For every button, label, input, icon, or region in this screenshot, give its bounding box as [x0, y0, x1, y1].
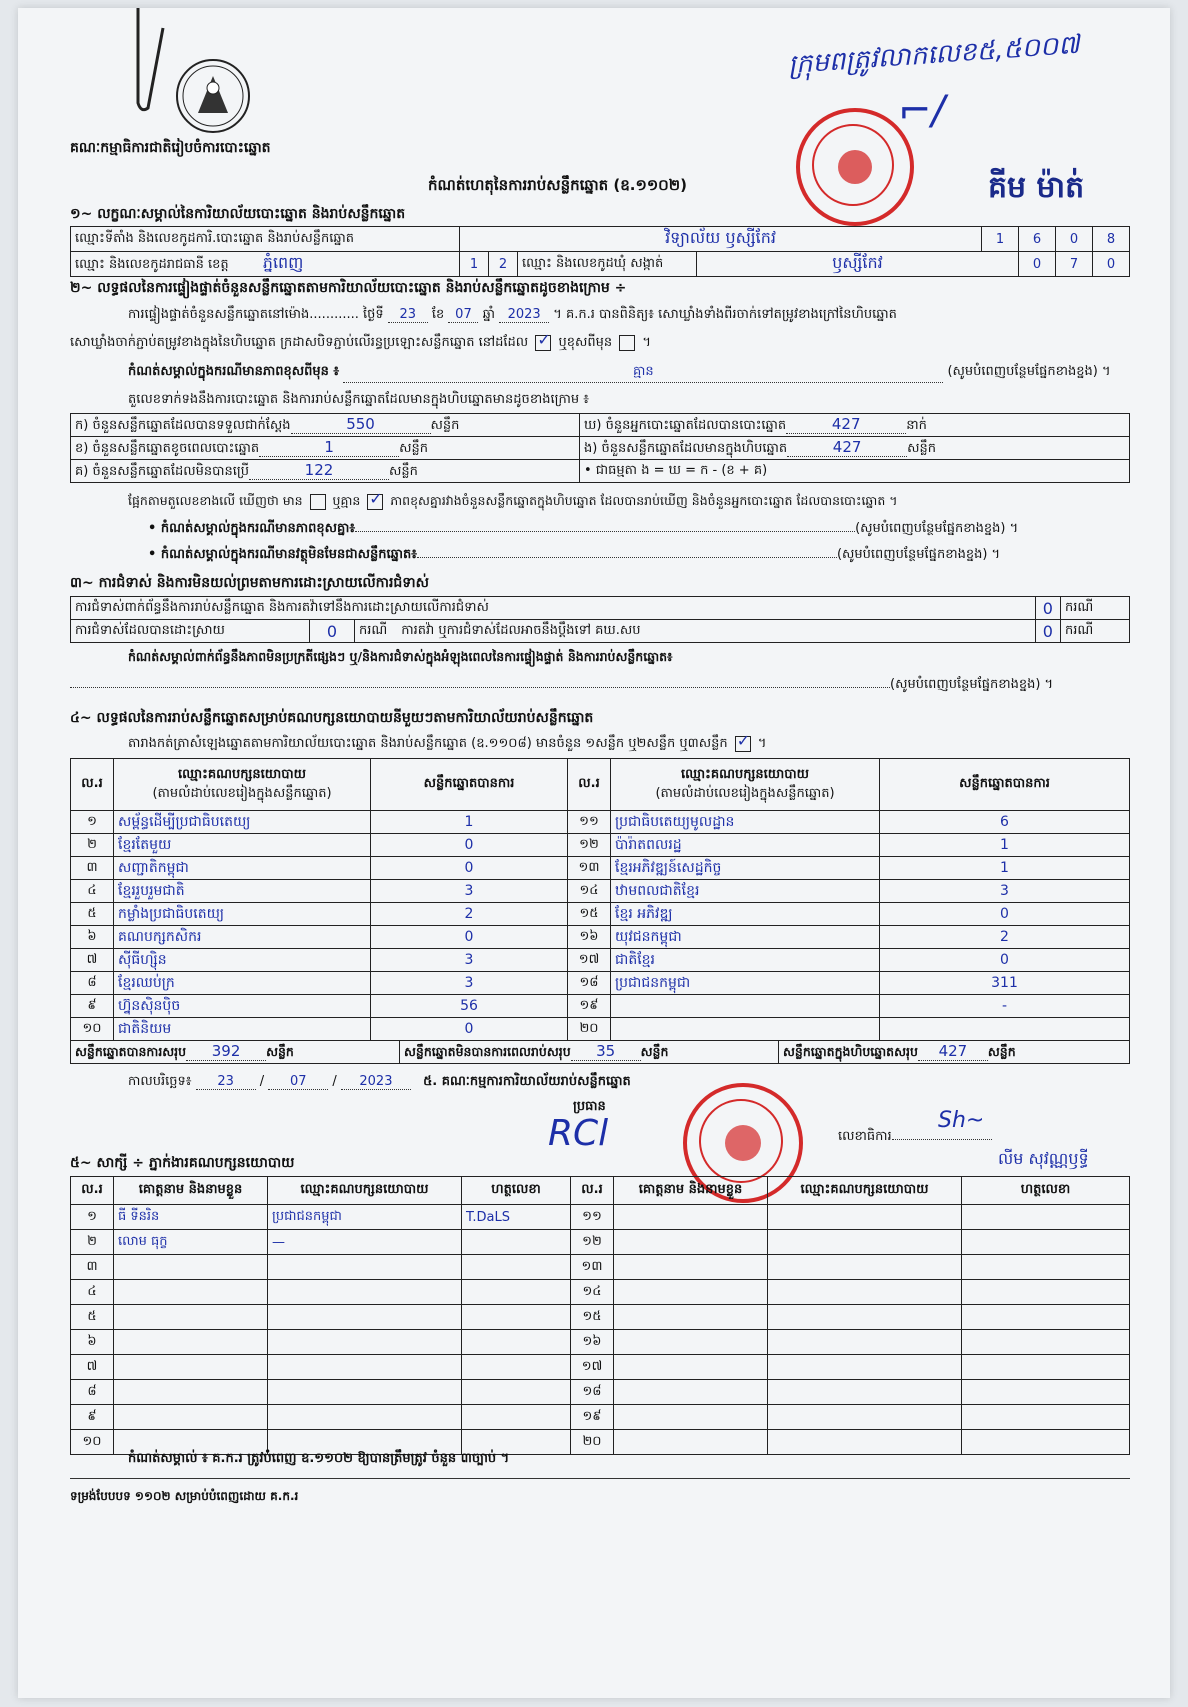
witness-signature — [962, 1255, 1130, 1280]
totals-table: សន្លឹកឆ្នោតបានការសរុប 392 សន្លឹក សន្លឹកឆ្នោតមិនបានការពេលរាប់សរុប 35 សន្លឹក សន្លឹកឆ្នោតក្នុងហិបឆ្នោតសរុប 427 សន្លឹក — [70, 1040, 1130, 1064]
witness-signature — [962, 1280, 1130, 1305]
verify-day: 23 — [388, 307, 428, 323]
witness-signature — [962, 1305, 1130, 1330]
party-votes: 0 — [880, 903, 1130, 926]
total-invalid-value: 35 — [571, 1042, 641, 1061]
party-votes: 3 — [371, 949, 568, 972]
bullet-difference-note: • កំណត់សម្គាល់ក្នុងករណីមានភាពខុសគ្នា៖ (សូមបំពេញបន្ថែមផ្នែកខាងខ្នង) ។ — [148, 521, 1019, 536]
party-no: ៧ — [71, 949, 114, 972]
footnote: កំណត់សម្គាល់ ៖ គ.ក.រ ត្រូវបំពេញ ឧ.១១០២ ឱ្យបានត្រឹមត្រូវ ចំនួន ៣ច្បាប់ ។ — [128, 1451, 510, 1466]
party-votes — [880, 1018, 1130, 1041]
col-party-header: ឈ្មោះគណបក្សនយោបាយ (តាមលំដាប់លេខរៀងក្នុងសន្លឹកឆ្នោត) — [611, 759, 880, 811]
witness-name — [114, 1405, 268, 1430]
table-row — [71, 903, 1130, 926]
station-code-digit: 6 — [1019, 227, 1056, 252]
table-row — [71, 1205, 1130, 1230]
party-votes: 0 — [880, 949, 1130, 972]
witness-name — [614, 1255, 768, 1280]
total-valid-value: 392 — [186, 1042, 266, 1061]
witness-party — [768, 1330, 962, 1355]
org-name: គណៈកម្មាធិការជាតិរៀបចំការបោះឆ្នោត — [70, 140, 271, 156]
witness-no: ១១ — [571, 1205, 614, 1230]
date-month: 07 — [268, 1074, 328, 1090]
witness-name — [614, 1330, 768, 1355]
figures-row: ក) ចំនួនសន្លឹកឆ្នោតដែលបានទទួលជាក់ស្តែង 550 សន្លឹក ឃ) ចំនួនអ្នកបោះឆ្នោតដែលបានបោះឆ្នោត 427 នាក់ — [71, 414, 1130, 437]
witness-name — [614, 1380, 768, 1405]
table-row — [71, 834, 1130, 857]
witness-no: ១៤ — [571, 1280, 614, 1305]
date-year: 2023 — [341, 1074, 411, 1090]
witness-signature — [462, 1405, 571, 1430]
witness-no: ១៣ — [571, 1255, 614, 1280]
party-votes: 3 — [880, 880, 1130, 903]
witness-name — [614, 1205, 768, 1230]
chair-signature: RCl — [548, 1113, 609, 1154]
section4-heading: ៤~ លទ្ធផលនៃការរាប់សន្លឹកឆ្នោតសម្រាប់គណបក្សនយោបាយនីមួយៗតាមការិយាល័យរាប់សន្លឹកឆ្នោត — [70, 710, 594, 726]
irregularity-note: កំណត់សម្គាល់ពាក់ព័ន្ធនឹងភាពមិនប្រក្រតីផ្សេងៗ ឬ/និងការជំទាស់ក្នុងអំឡុងពេលនៃការផ្ទៀងផ្ទាត់ និងការរាប់សន្លឹកឆ្នោត៖ — [128, 649, 673, 664]
total-box-value: 427 — [918, 1042, 988, 1061]
party-votes: 311 — [880, 972, 1130, 995]
witness-signature — [962, 1205, 1130, 1230]
witness-name — [114, 1305, 268, 1330]
party-name: ប៉ារ៉ាតពលរដ្ឋ — [611, 834, 880, 857]
witness-no: ១ — [71, 1205, 114, 1230]
commune-label: ឈ្មោះ និងលេខកូដឃុំ សង្កាត់ — [518, 252, 697, 277]
district-code-digit: 1 — [460, 252, 489, 277]
col-votes-header: សន្លឹកឆ្នោតបានការ — [371, 759, 568, 811]
party-votes: 3 — [371, 880, 568, 903]
ballots-in-box-value: 427 — [787, 438, 907, 457]
col-party-header: ឈ្មោះគណបក្សនយោបាយ (តាមលំដាប់លេខរៀងក្នុងសន្លឹកឆ្នោត) — [114, 759, 371, 811]
party-votes: 0 — [371, 857, 568, 880]
party-name: ខ្មែរ អភិវឌ្ឍ — [611, 903, 880, 926]
nec-logo — [168, 58, 258, 138]
date-line: កាលបរិច្ឆេទ៖ 23 / 07 / 2023 ៥. គណៈកម្មការការិយាល័យរាប់សន្លឹកឆ្នោត — [128, 1074, 631, 1089]
witness-name: ធី ទីនរិន — [114, 1205, 268, 1230]
col-party-header: ឈ្មោះគណបក្សនយោបាយ — [768, 1177, 962, 1205]
party-name: ប្រជាជនកម្ពុជា — [611, 972, 880, 995]
party-no: ១៨ — [568, 972, 611, 995]
witness-signature — [962, 1355, 1130, 1380]
unit-label: ករណី — [1061, 620, 1130, 643]
difference-note-value: គ្មាន — [343, 363, 943, 383]
footer-divider — [70, 1478, 1130, 1479]
witness-no: ១០ — [71, 1430, 114, 1455]
table-row — [71, 1355, 1130, 1380]
table-row — [71, 1280, 1130, 1305]
section2-heading: ២~ លទ្ធផលនៃការផ្ទៀងផ្ទាត់ចំនួនសន្លឹកឆ្នោតតាមការិយាល័យបោះឆ្នោត និងរាប់សន្លឹកឆ្នោតដូចខាងក្រោម ÷ — [70, 280, 627, 296]
table-row — [71, 1255, 1130, 1280]
chair-signature-top: ⌐/ — [898, 88, 945, 134]
party-votes: 56 — [371, 995, 568, 1018]
table-row — [71, 1330, 1130, 1355]
form-sheet — [18, 8, 1170, 1698]
party-votes: 2 — [880, 926, 1130, 949]
appeal-value: 0 — [1035, 620, 1060, 643]
witness-signature — [962, 1330, 1130, 1355]
witness-signature — [962, 1405, 1130, 1430]
party-name: ខ្មែរអភិវឌ្ឍន៍សេដ្ឋកិច្ច — [611, 857, 880, 880]
party-name: ខ្មែរឈប់ក្រ — [114, 972, 371, 995]
witness-name — [614, 1405, 768, 1430]
table-row — [71, 880, 1130, 903]
witness-no: ៨ — [71, 1380, 114, 1405]
col-sign-header: ហត្ថលេខា — [462, 1177, 571, 1205]
table-row — [71, 857, 1130, 880]
witness-signature — [462, 1280, 571, 1305]
commune-code-digit: 0 — [1093, 252, 1130, 277]
station-label: ឈ្មោះទីតាំង និងលេខកូដការិ.បោះឆ្នោត និងរាប់សន្លឹកឆ្នោត — [71, 227, 460, 252]
irregularity-fill-line: (សូមបំពេញបន្ថែមផ្នែកខាងខ្នង) ។ — [70, 676, 1130, 695]
party-name: ខ្មែរតែមួយ — [114, 834, 371, 857]
party-name: សញ្ជាតិកម្ពុជា — [114, 857, 371, 880]
witness-party — [768, 1230, 962, 1255]
party-votes: 3 — [371, 972, 568, 995]
table-row — [71, 972, 1130, 995]
witness-party — [768, 1205, 962, 1230]
witness-party — [268, 1380, 462, 1405]
party-votes: 2 — [371, 903, 568, 926]
district-label: ឈ្មោះ និងលេខកូដរាជធានី ខេត្ត ភ្នំពេញ — [71, 252, 460, 277]
witness-no: ១៧ — [571, 1355, 614, 1380]
secretary-signature: Sh~ — [938, 1108, 985, 1133]
witness-signature — [462, 1330, 571, 1355]
same-as-before-checkbox[interactable]: ✓ — [537, 329, 551, 349]
party-name — [611, 1018, 880, 1041]
date-day: 23 — [196, 1074, 256, 1090]
party-name: កម្លាំងប្រជាធិបតេយ្យ — [114, 903, 371, 926]
witness-no: ១៩ — [571, 1405, 614, 1430]
table-row — [71, 1380, 1130, 1405]
witness-name — [114, 1330, 268, 1355]
col-votes-header: សន្លឹកឆ្នោតបានការ — [880, 759, 1130, 811]
party-no: ១៦ — [568, 926, 611, 949]
verify-month: 07 — [448, 307, 478, 323]
tally-sheet-line: តារាងកត់ត្រាសំឡេងឆ្នោតតាមការិយាល័យបោះឆ្នោត និងរាប់សន្លឹកឆ្នោត (ឧ.១១០៨) មានចំនួន ១សន្លឹក ឬ២សន្លឹក ឬ៣សន្លឹក ✓ ។ — [128, 730, 767, 751]
party-no: ១៥ — [568, 903, 611, 926]
witness-signature — [462, 1380, 571, 1405]
witness-party — [768, 1380, 962, 1405]
voters-voted-value: 427 — [786, 415, 906, 434]
party-no: ៣ — [71, 857, 114, 880]
witness-no: ២ — [71, 1230, 114, 1255]
ballot-figures-table — [70, 413, 1130, 483]
witness-signature — [962, 1380, 1130, 1405]
witness-no: ៥ — [71, 1305, 114, 1330]
party-name: ខ្មែររួបរួមជាតិ — [114, 880, 371, 903]
figures-intro: តួលេខទាក់ទងនឹងការបោះឆ្នោត និងការរាប់សន្លឹកឆ្នោតដែលមានក្នុងហិបឆ្នោតមានដូចខាងក្រោម ៖ — [128, 392, 589, 407]
secretary-name: លីម សុវណ្ណឫទ្ធី — [998, 1149, 1089, 1168]
col-no-header: ល.រ — [571, 1177, 614, 1205]
handwritten-top-note: ក្រុមពត្រូវលាកលេខ៥,៥០០៧ — [787, 29, 1081, 81]
resolved-unit-and-appeal-label: ករណី ការតវ៉ា ឬការជំទាស់ដែលអាចនឹងប្តឹងទៅ គឃ.សប — [354, 620, 1035, 643]
party-no: ១ — [71, 811, 114, 834]
witness-party — [768, 1255, 962, 1280]
witness-signature — [962, 1230, 1130, 1255]
party-no: ១២ — [568, 834, 611, 857]
witness-party — [768, 1305, 962, 1330]
witness-signature — [462, 1305, 571, 1330]
station-id-table — [70, 226, 1130, 277]
party-no: ១៤ — [568, 880, 611, 903]
figures-row: គ) ចំនួនសន្លឹកឆ្នោតដែលមិនបានប្រើ 122 សន្លឹក • ជាធម្មតា ង = ឃ = ក - (ខ + គ) — [71, 460, 1130, 483]
witness-no: ២០ — [571, 1430, 614, 1455]
verify-year: 2023 — [499, 307, 549, 323]
party-votes: 1 — [880, 834, 1130, 857]
party-name: គណបក្សកសិករ — [114, 926, 371, 949]
witness-name — [114, 1355, 268, 1380]
commune-code-digit: 7 — [1056, 252, 1093, 277]
station-code-digit: 1 — [982, 227, 1019, 252]
difference-note-line: កំណត់សម្គាល់ក្នុងករណីមានភាពខុសពីមុន ៖ គ្មាន (សូមបំពេញបន្ថែមផ្នែកខាងខ្នង) ។ — [128, 363, 1128, 383]
party-name: សម្ព័ន្ធដើម្បីប្រជាធិបតេយ្យ — [114, 811, 371, 834]
witness-party — [268, 1305, 462, 1330]
official-stamp-top — [796, 108, 914, 226]
party-no: ៥ — [71, 903, 114, 926]
col-no-header: ល.រ — [71, 1177, 114, 1205]
secretary-line: លេខាធិការ — [838, 1128, 992, 1147]
formula: • ជាធម្មតា ង = ឃ = ក - (ខ + គ) — [580, 460, 1130, 483]
party-name — [611, 995, 880, 1018]
witness-name — [614, 1355, 768, 1380]
party-no: ១១ — [568, 811, 611, 834]
spoiled-ballots-value: 1 — [259, 438, 399, 457]
table-row — [71, 811, 1130, 834]
witness-party — [768, 1280, 962, 1305]
bullet-object-note: • កំណត់សម្គាល់ក្នុងករណីមានវត្ថុមិនមែនជាសន្លឹកឆ្នោត៖ (សូមបំពេញបន្ថែមផ្នែកខាងខ្នង) ។ — [148, 547, 1001, 562]
witness-signature — [962, 1430, 1130, 1455]
objections-value: 0 — [1035, 597, 1060, 620]
form-title: កំណត់ហេតុនៃការរាប់សន្លឹកឆ្នោត (ឧ.១១០២) — [428, 176, 688, 194]
table-row — [71, 995, 1130, 1018]
party-name: ប្រជាធិបតេយ្យមូលដ្ឋាន — [611, 811, 880, 834]
form-footer: ទម្រង់បែបបទ ១១០២ សម្រាប់បំពេញដោយ គ.ក.រ — [70, 1489, 299, 1503]
witness-signature — [462, 1230, 571, 1255]
party-votes: 1 — [880, 857, 1130, 880]
resolved-value: 0 — [310, 620, 355, 643]
party-votes: - — [880, 995, 1130, 1018]
witness-party — [768, 1430, 962, 1455]
witness-name: លោម ធុក្ខ — [114, 1230, 268, 1255]
seal-line: សោឃ្លាំងចាក់ភ្ជាប់តម្រូវខាងក្នុងនៃហិបឆ្នោត ក្រដាសបិទភ្ជាប់លើរន្ធប្រឡោះសន្លឹកឆ្នោត នៅដដែល ✓ ឬខុសពីមុន ។ — [70, 329, 651, 350]
unused-ballots-value: 122 — [249, 461, 389, 480]
party-no: ១៩ — [568, 995, 611, 1018]
witness-party — [268, 1255, 462, 1280]
witness-signature — [462, 1255, 571, 1280]
chair-label: ប្រធាន — [573, 1099, 606, 1114]
col-party-header: ឈ្មោះគណបក្សនយោបាយ — [268, 1177, 462, 1205]
section3-heading: ៣~ ការជំទាស់ និងការមិនយល់ព្រមតាមការដោះស្រាយលើការជំទាស់ — [70, 575, 429, 591]
party-no: ៤ — [71, 880, 114, 903]
witness-no: ៤ — [71, 1280, 114, 1305]
section1-heading: ១~ លក្ខណៈសម្គាល់នៃការិយាល័យបោះឆ្នោត និងរាប់សន្លឹកឆ្នោត — [70, 206, 406, 222]
party-votes: 6 — [880, 811, 1130, 834]
col-no-header: ល.រ — [568, 759, 611, 811]
table-row — [71, 1018, 1130, 1041]
party-votes: 0 — [371, 1018, 568, 1041]
witness-name — [614, 1230, 768, 1255]
table-row — [71, 1405, 1130, 1430]
party-votes: 0 — [371, 834, 568, 857]
witness-no: ១៨ — [571, 1380, 614, 1405]
witness-party: ប្រជាជនកម្ពុជា — [268, 1205, 462, 1230]
witness-no: ៧ — [71, 1355, 114, 1380]
witness-signature: T.DaLS — [462, 1205, 571, 1230]
col-name-header: គោត្តនាម និងនាមខ្លួន — [114, 1177, 268, 1205]
witness-party: — — [268, 1230, 462, 1255]
has-difference-checkbox[interactable] — [310, 494, 326, 510]
figures-row: ខ) ចំនួនសន្លឹកឆ្នោតខូចពេលបោះឆ្នោត 1 សន្លឹក ង) ចំនួនសន្លឹកឆ្នោតដែលមានក្នុងហិបឆ្នោត 427 សន្លឹក — [71, 437, 1130, 460]
section5-heading: ៥~ សាក្សី ÷ ភ្នាក់ងារគណបក្សនយោបាយ — [70, 1155, 295, 1171]
table-row — [71, 1230, 1130, 1255]
witness-party — [268, 1405, 462, 1430]
commune-code-digit: 0 — [1019, 252, 1056, 277]
table-row — [71, 1305, 1130, 1330]
party-results-table — [70, 758, 1130, 1041]
station-name: វិទ្យាល័យ ឫស្សីកែវ — [460, 227, 982, 252]
witness-party — [268, 1280, 462, 1305]
party-no: ១០ — [71, 1018, 114, 1041]
verification-line: ការផ្ទៀងផ្ទាត់ចំនួនសន្លឹកឆ្នោតនៅម៉ោង............ ថ្ងៃទី 23 ខែ 07 ឆ្នាំ 2023 ។ គ.ក.រ បានពិនិត្យ៖ សោឃ្លាំងទាំងពីរចាក់ទៅតម្រូវខាងក្រៅនៃហិបឆ្នោត — [128, 307, 897, 322]
objections-table — [70, 596, 1130, 643]
no-difference-checkbox[interactable]: ✓ — [369, 488, 383, 508]
witness-name — [114, 1380, 268, 1405]
party-votes: 1 — [371, 811, 568, 834]
party-no: ២០ — [568, 1018, 611, 1041]
party-votes: 0 — [371, 926, 568, 949]
party-no: ៩ — [71, 995, 114, 1018]
witness-party — [768, 1355, 962, 1380]
witness-no: ១២ — [571, 1230, 614, 1255]
party-no: ១៧ — [568, 949, 611, 972]
three-sheet-checkbox[interactable]: ✓ — [736, 730, 751, 750]
changed-checkbox[interactable] — [619, 335, 635, 351]
signer-name: គីម ម៉ាត់ — [988, 170, 1085, 205]
witness-name — [114, 1280, 268, 1305]
commune-value: ឫស្សីកែវ — [697, 252, 1019, 277]
witness-no: ៦ — [71, 1330, 114, 1355]
station-code-digit: 8 — [1093, 227, 1130, 252]
paper-clip-icon — [123, 8, 173, 118]
witness-table — [70, 1176, 1130, 1455]
resolved-label: ការជំទាស់ដែលបានដោះស្រាយ — [71, 620, 310, 643]
witness-name — [114, 1255, 268, 1280]
committee-label: ៥. គណៈកម្មការការិយាល័យរាប់សន្លឹកឆ្នោត — [423, 1074, 631, 1089]
witness-name — [614, 1305, 768, 1330]
witness-no: ៣ — [71, 1255, 114, 1280]
witness-no: ១៥ — [571, 1305, 614, 1330]
received-ballots-value: 550 — [291, 415, 431, 434]
table-row — [71, 949, 1130, 972]
difference-check-line: ផ្អែកតាមតួលេខខាងលើ ឃើញថា មាន ឬគ្មាន ✓ ភាពខុសគ្នារវាងចំនួនសន្លឹកឆ្នោតក្នុងហិបឆ្នោត ដែលបានរាប់ឃើញ និងចំនួនអ្នកបោះឆ្នោត ដែលបានបោះឆ្នោត ។ — [128, 488, 898, 508]
witness-party — [768, 1405, 962, 1430]
party-name: ជាតិនិយម — [114, 1018, 371, 1041]
witness-signature — [462, 1355, 571, 1380]
party-no: ២ — [71, 834, 114, 857]
col-sign-header: ហត្ថលេខា — [962, 1177, 1130, 1205]
witness-no: ១៦ — [571, 1330, 614, 1355]
party-name: ជាតិខ្មែរ — [611, 949, 880, 972]
party-no: ៦ — [71, 926, 114, 949]
witness-name — [614, 1430, 768, 1455]
party-no: ៨ — [71, 972, 114, 995]
station-code-digit: 0 — [1056, 227, 1093, 252]
witness-name — [614, 1280, 768, 1305]
table-row — [71, 926, 1130, 949]
district-value: ភ្នំពេញ — [262, 253, 304, 272]
party-no: ១៣ — [568, 857, 611, 880]
col-name-header: គោត្តនាម និងនាមខ្លួន — [614, 1177, 768, 1205]
objections-label: ការជំទាស់ពាក់ព័ន្ធនឹងការរាប់សន្លឹកឆ្នោត និងការតវ៉ាទៅនឹងការដោះស្រាយលើការជំទាស់ — [71, 597, 1036, 620]
party-name: ស៊ីធីហ្ស៊ិន — [114, 949, 371, 972]
district-code-digit: 2 — [489, 252, 518, 277]
witness-party — [268, 1330, 462, 1355]
party-name: ឋាមពលជាតិខ្មែរ — [611, 880, 880, 903]
unit-label: ករណី — [1061, 597, 1130, 620]
witness-no: ៩ — [71, 1405, 114, 1430]
party-name: ហ្វ៊ុនស៊ិនប៉ិច — [114, 995, 371, 1018]
party-name: យុវជនកម្ពុជា — [611, 926, 880, 949]
col-no-header: ល.រ — [71, 759, 114, 811]
witness-party — [268, 1355, 462, 1380]
